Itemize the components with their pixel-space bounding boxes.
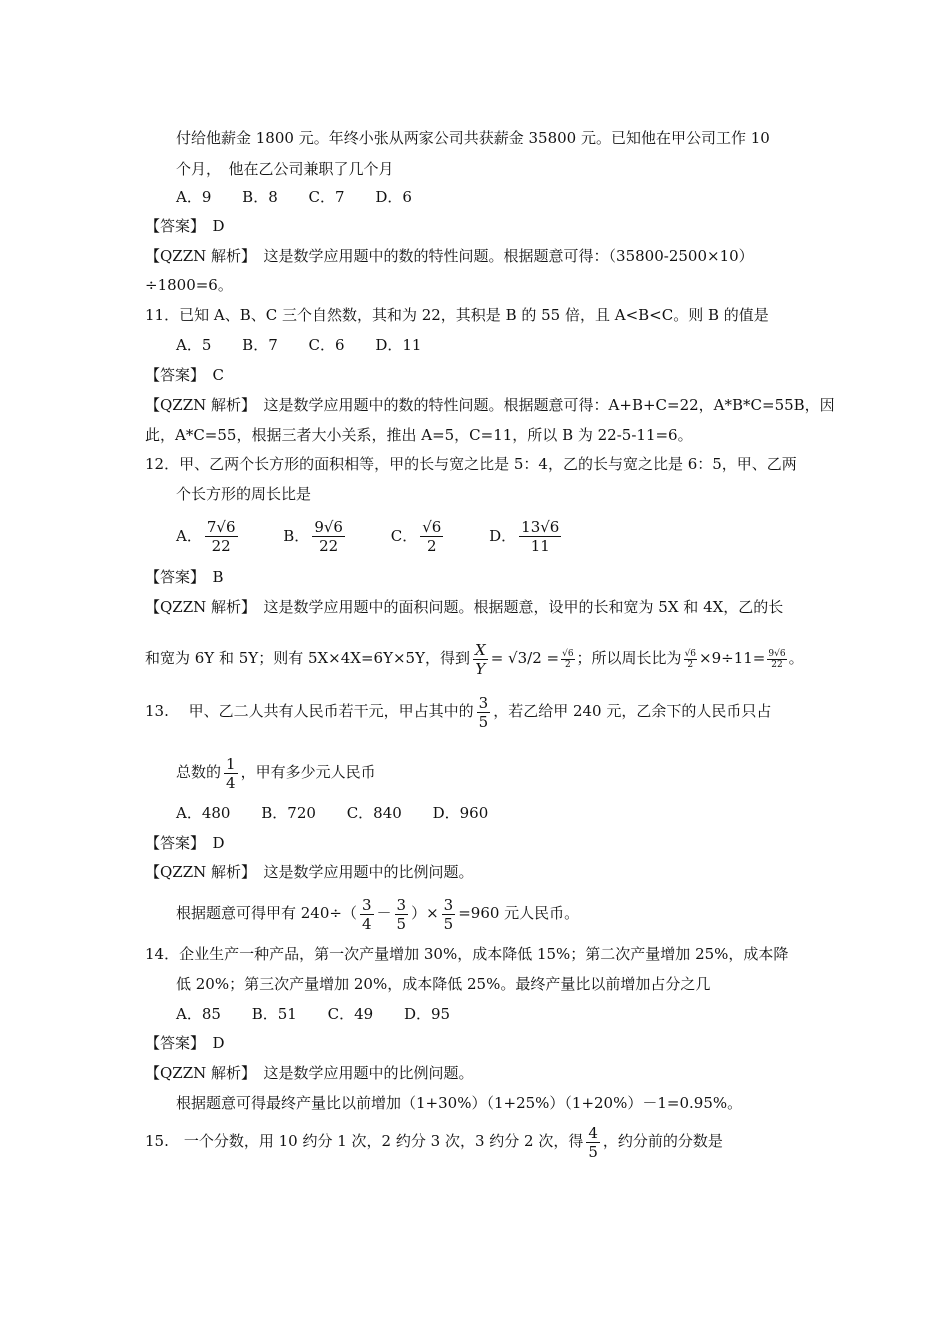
q12-choice-b-num: 9√6: [314, 517, 343, 536]
q12-fraction-xy-num: X: [475, 640, 486, 659]
q15-text-b: ，约分前的分数是: [602, 1132, 723, 1150]
q14-option-c: C．49: [327, 1005, 374, 1023]
q12-text-line2: 个长方形的周长比是: [176, 485, 312, 503]
q13-text-b: ，若乙给甲 240 元，乙余下的人民币只占: [493, 702, 772, 720]
q12-choice-d-num: 13√6: [521, 517, 560, 536]
q14-text-line2: 低 20%；第三次产量增加 20%，成本降低 25%。最终产量比以前增加占分之几: [176, 975, 711, 993]
q11-analysis-line2: 此，A*C=55，根据三者大小关系，推出 A=5，C=11，所以 B 为 22-5-11=6。: [145, 426, 693, 444]
q12-analysis-text-d: 。: [788, 649, 804, 667]
q12-choice-d-fraction: [519, 518, 561, 555]
q12-choice-c-num: √6: [422, 517, 442, 536]
q12-fraction-r6: [561, 649, 574, 670]
q13-text-a: 13. 甲、乙二人共有人民币若干元，甲占其中的: [145, 702, 474, 720]
q10-option-d: D．6: [375, 188, 412, 206]
q13-calc-fraction-3-5b-num: 3: [443, 895, 454, 914]
q13-option-d: D．960: [432, 804, 489, 822]
q12-answer: 【答案】 B: [145, 568, 224, 586]
q13-calc-fraction-3-4-den: 4: [361, 914, 372, 933]
q13-fraction-1-4: [224, 755, 238, 792]
q10-options: [176, 186, 438, 208]
q14-answer: 【答案】 D: [145, 1034, 225, 1052]
q12-text-line1: 12．甲、乙两个长方形的面积相等，甲的长与宽之比是 5：4，乙的长与宽之比是 6：5，甲、乙两: [145, 455, 797, 473]
q13-analysis-line1: 【QZZN 解析】 这是数学应用题中的比例问题。: [145, 863, 474, 881]
q12-fraction-xy-den: Y: [475, 659, 486, 678]
q13-calc-fraction-3-5a-den: 5: [396, 914, 407, 933]
q12-choice-c: [391, 515, 447, 556]
q12-fraction-r6b-den: 2: [687, 659, 694, 670]
q10-option-b: B．8: [242, 188, 278, 206]
q13-text-c: 总数的: [176, 763, 222, 781]
q13-calc-text-a: 根据题意可得甲有 240÷（: [176, 904, 357, 922]
q13-calc-minus: －: [376, 904, 392, 922]
q13-text-d: ，甲有多少元人民币: [240, 763, 376, 781]
q12-analysis-text-a: 和宽为 6Y 和 5Y；则有 5X×4X=6Y×5Y，得到: [145, 649, 471, 667]
q12-fraction-r6b-num: √6: [684, 648, 697, 659]
q11-option-d: D．11: [375, 336, 422, 354]
q12-fraction-xy: [473, 641, 488, 678]
q13-fraction-3-5: [477, 694, 491, 731]
q13-calc-fraction-3-5b: [442, 896, 456, 933]
q12-choice-c-fraction: [420, 518, 443, 555]
q13-options: [176, 802, 514, 824]
q11-options: [176, 334, 447, 356]
q12-fraction-r6b: [684, 649, 697, 670]
q12-analysis-text-c: ×9÷11=: [699, 649, 766, 667]
q12-choice-a-den: 22: [211, 536, 231, 555]
q14-options: [176, 1003, 476, 1025]
q13-option-b: B．720: [261, 804, 316, 822]
q12-choice-b-label: B．: [283, 527, 310, 545]
q12-analysis-eq: = √3/2 =: [490, 649, 560, 667]
q13-fraction-3-5-den: 5: [478, 712, 489, 731]
q15-fraction-4-5-den: 5: [588, 1142, 598, 1161]
q11-option-b: B．7: [242, 336, 278, 354]
q13-calc-fraction-3-5b-den: 5: [443, 914, 454, 933]
q12-choice-d: [489, 515, 564, 556]
q12-choice-d-den: 11: [530, 536, 550, 555]
q13-calc-fraction-3-5a: [395, 896, 409, 933]
q11-text: 11．已知 A、B、C 三个自然数，其和为 22，其积是 B 的 55 倍，且 A<B<C。则 B 的值是: [145, 306, 769, 324]
q13-option-a: A．480: [176, 804, 231, 822]
q13-calc-fraction-3-4-num: 3: [361, 895, 372, 914]
q13-answer: 【答案】 D: [145, 834, 225, 852]
q12-fraction-r6-num: √6: [562, 648, 574, 659]
q12-fraction-r6-den: 2: [564, 659, 571, 670]
q11-option-c: C．6: [308, 336, 345, 354]
q10-text-line1: 付给他薪金 1800 元。年终小张从两家公司共获薪金 35800 元。已知他在甲公司工作 10: [176, 129, 770, 147]
q13-calculation: [176, 893, 579, 933]
q11-option-a: A．5: [176, 336, 212, 354]
q13-calc-text-b: ）×: [411, 904, 439, 922]
q12-choice-a-label: A．: [176, 527, 202, 545]
q13-fraction-1-4-den: 4: [226, 773, 236, 792]
q13-calc-fraction-3-5a-num: 3: [396, 895, 407, 914]
q10-option-c: C．7: [308, 188, 345, 206]
q11-analysis-line1: 【QZZN 解析】 这是数学应用题中的数的特性问题。根据题意可得：A+B+C=22，A*B*C=55B，因: [145, 396, 835, 414]
q15-text: [145, 1121, 723, 1161]
q12-choice-a: [176, 515, 241, 556]
q14-text-line1: 14．企业生产一种产品，第一次产量增加 30%，成本降低 15%；第二次产量增加 25%，成本降: [145, 945, 789, 963]
q12-choice-b-fraction: [312, 518, 345, 555]
q13-option-c: C．840: [346, 804, 402, 822]
q10-analysis-line1: 【QZZN 解析】 这是数学应用题中的数的特性问题。根据题意可得：（35800-2500×10）: [145, 247, 754, 265]
q14-option-a: A．85: [176, 1005, 221, 1023]
q12-choice-c-den: 2: [427, 536, 437, 555]
q10-answer: 【答案】 D: [145, 217, 225, 235]
q13-fraction-1-4-num: 1: [226, 754, 236, 773]
q13-text-line2: [176, 752, 376, 792]
q11-answer: 【答案】 C: [145, 366, 224, 384]
q10-analysis-line2: ÷1800=6。: [145, 276, 233, 294]
q12-choice-d-label: D．: [489, 527, 517, 545]
q15-fraction-4-5-num: 4: [588, 1123, 598, 1142]
q12-choice-a-fraction: [205, 518, 238, 555]
q14-option-b: B．51: [251, 1005, 297, 1023]
q12-analysis-text-b: ；所以周长比为: [576, 649, 682, 667]
q14-option-d: D．95: [403, 1005, 451, 1023]
q12-fraction-result: [767, 649, 786, 670]
q12-fraction-result-den: 22: [771, 659, 783, 670]
q12-choice-b-den: 22: [319, 536, 339, 555]
q13-calc-text-c: =960 元人民币。: [458, 904, 580, 922]
q13-fraction-3-5-num: 3: [478, 693, 489, 712]
q14-analysis-line2: 根据题意可得最终产量比以前增加（1+30%）（1+25%）（1+20%）－1=0.95%。: [176, 1094, 743, 1112]
q12-choice-a-num: 7√6: [206, 517, 236, 536]
q12-choices: [176, 515, 602, 556]
q12-choice-c-label: C．: [390, 527, 418, 545]
q12-analysis-line2: [145, 638, 804, 678]
q12-choice-b: [283, 515, 348, 556]
q10-text-line2: 个月， 他在乙公司兼职了几个月: [176, 160, 394, 178]
q12-fraction-result-num: 9√6: [768, 648, 786, 659]
q15-fraction-4-5: [586, 1124, 600, 1161]
q14-analysis-line1: 【QZZN 解析】 这是数学应用题中的比例问题。: [145, 1064, 474, 1082]
q13-calc-fraction-3-4: [360, 896, 374, 933]
q10-option-a: A．9: [176, 188, 212, 206]
q15-text-a: 15. 一个分数，用 10 约分 1 次，2 约分 3 次，3 约分 2 次，得: [145, 1132, 584, 1150]
q12-analysis-line1: 【QZZN 解析】 这是数学应用题中的面积问题。根据题意，设甲的长和宽为 5X 和 4X，乙的长: [145, 598, 784, 616]
q13-text-line1: [145, 691, 771, 731]
